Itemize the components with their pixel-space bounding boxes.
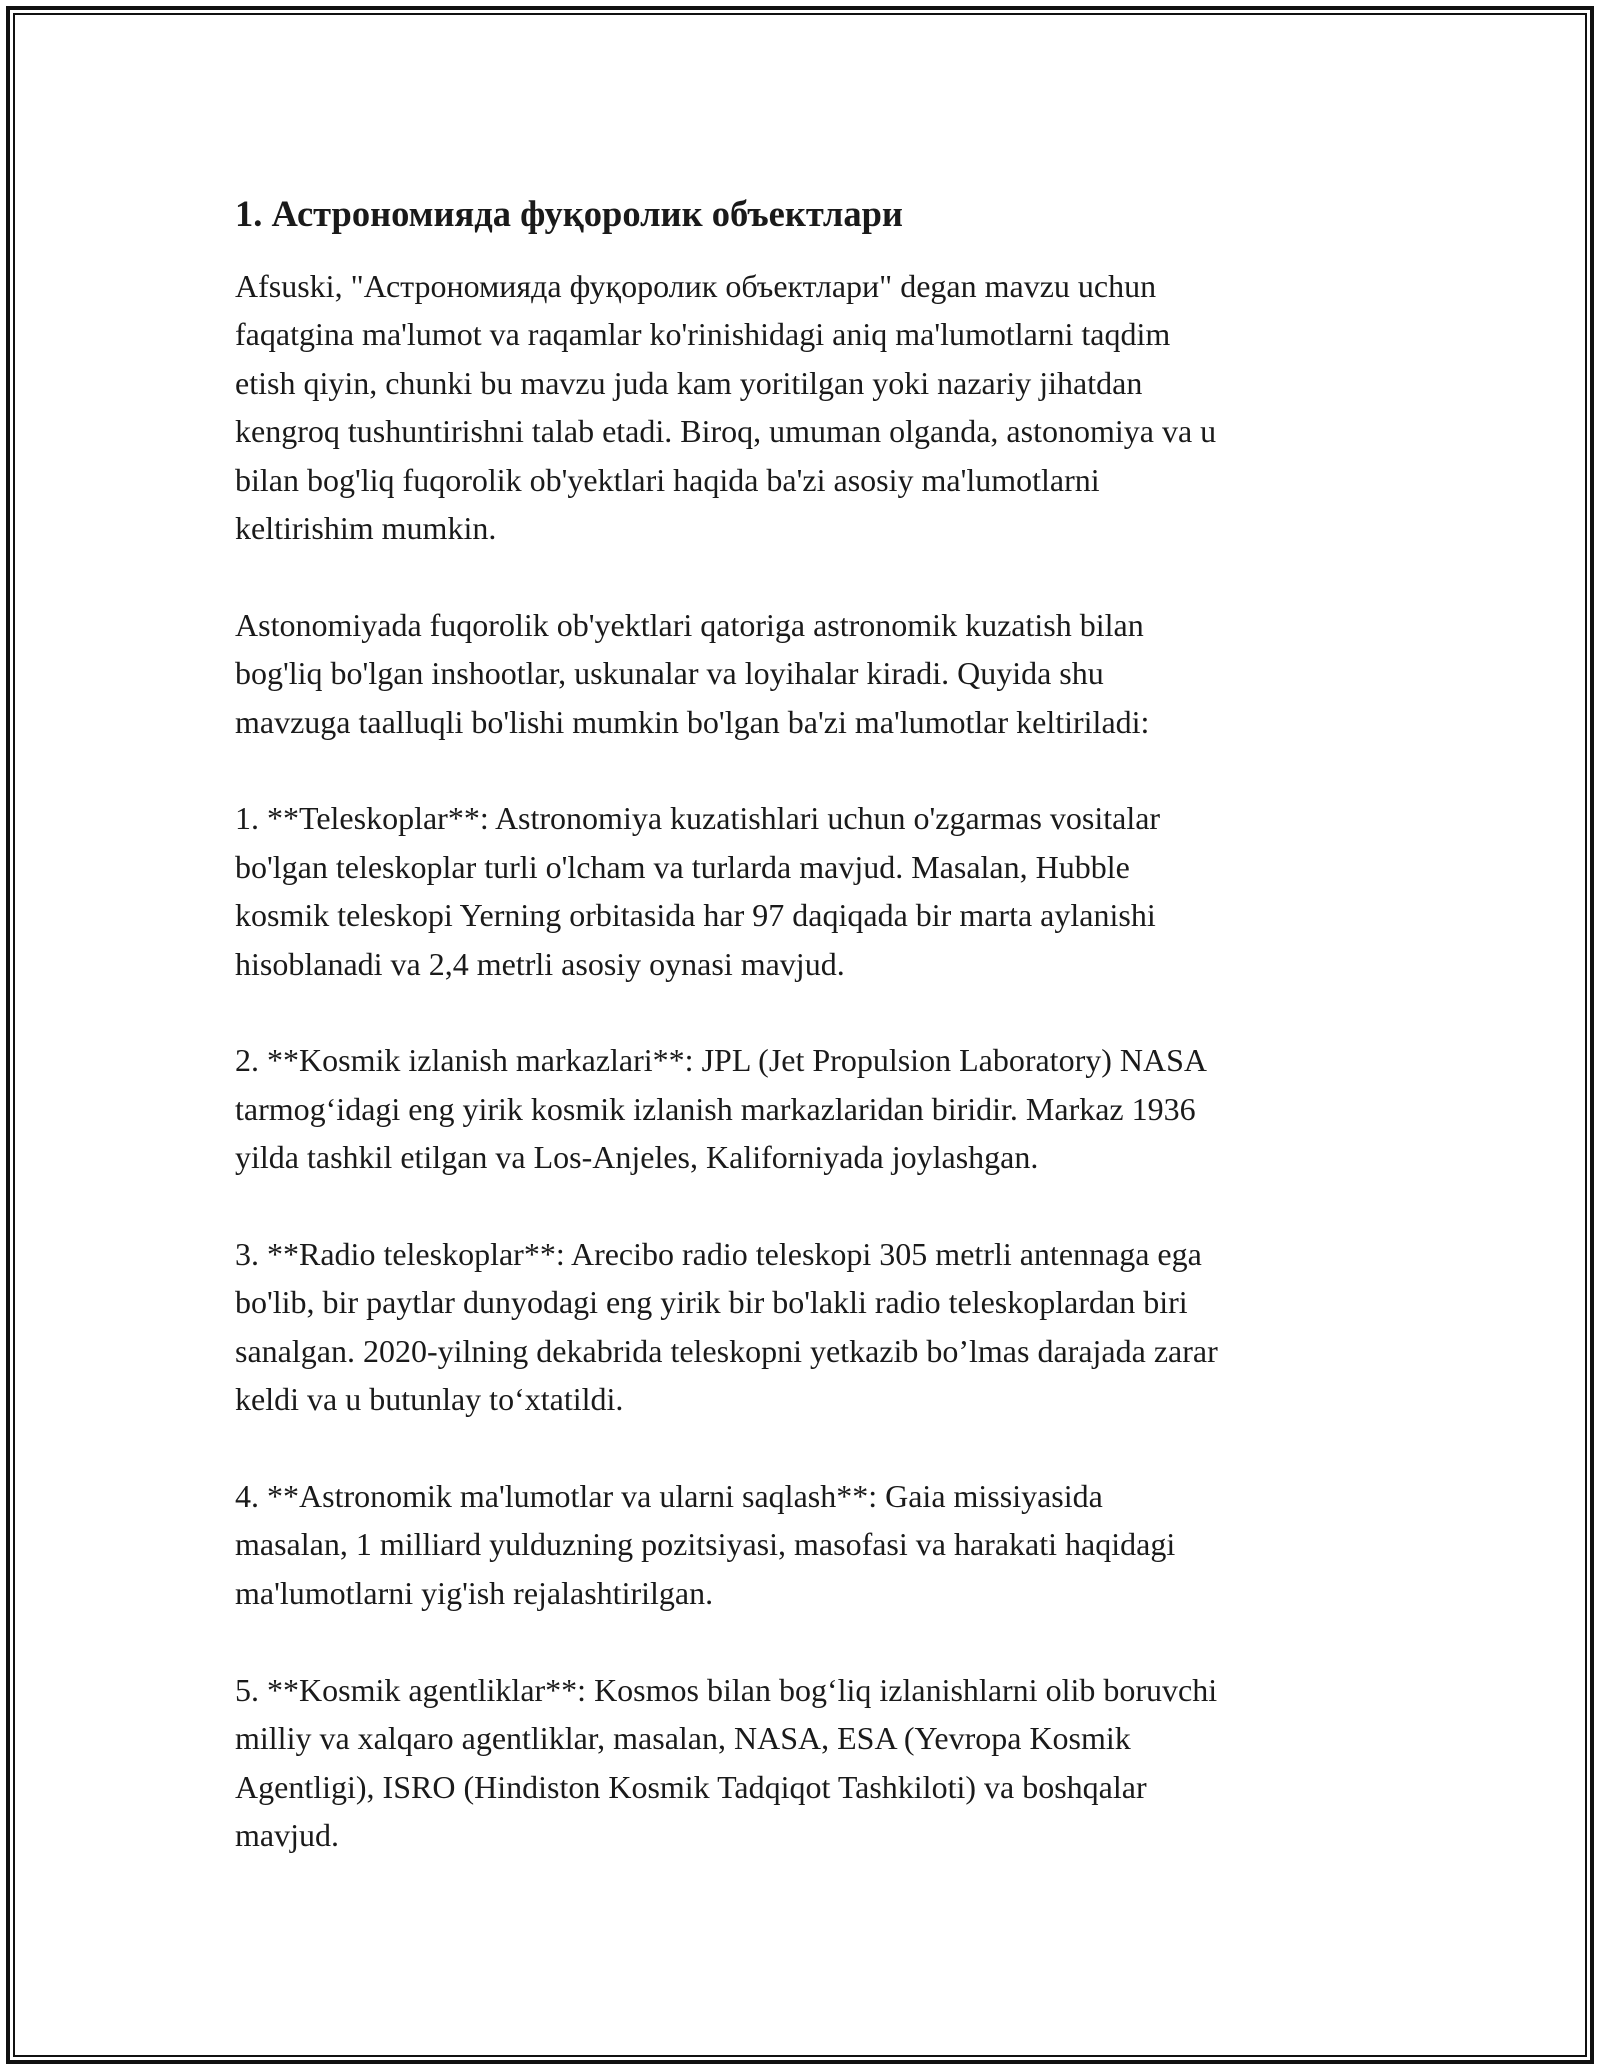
list-item-astronomical-data: 4. **Astronomik ma'lumotlar va ularni saqlash**: Gaia missiyasida masalan, 1 milliard yulduzning pozitsiyasi, masofasi va harakati haqidagi ma'lumotlarni yig'ish rejalashtirilgan. <box>235 1478 1176 1611</box>
list-item-radio-telescopes: 3. **Radio teleskoplar**: Arecibo radio teleskopi 305 metrli antennaga ega bo'lib, bir paytlar dunyodagi eng yirik bir bo'lakli radio teleskoplardan biri sanalgan. 2020-yilning dekabrida teleskopni yetkazib bo’lmas darajada zarar keldi va u butunlay to‘xtatildi. <box>235 1236 1218 1418</box>
list-item-research-centers: 2. **Kosmik izlanish markazlari**: JPL (Jet Propulsion Laboratory) NASA tarmog‘idagi eng yirik kosmik izlanish markazlaridan biridir. Markaz 1936 yilda tashkil etilgan va Los-Anjeles, Kaliforniyada joylashgan. <box>235 1042 1207 1176</box>
context-paragraph: Astonomiyada fuqorolik ob'yektlari qatoriga astronomik kuzatish bilan bog'liq bo'lgan inshootlar, uskunalar va loyihalar kiradi. Quyida shu mavzuga taalluqli bo'lishi mumkin bo'lgan ba'zi ma'lumotlar keltiriladi: <box>235 606 1150 740</box>
document-body <box>235 188 1375 1859</box>
intro-paragraph: Afsuski, "Астрономияда фуқоролик объектлари" degan mavzu uchun faqatgina ma'lumot va raqamlar ko'rinishidagi aniq ma'lumotlarni taqdim etish qiyin, chunki bu mavzu juda kam yoritilgan yoki nazariy jihatdan kengroq tushuntirishni talab etadi. Biroq, umuman olganda, astonomiya va u bilan bog'liq fuqorolik ob'yektlari haqida ba'zi asosiy ma'lumotlarni keltirishim mumkin. <box>235 268 1217 547</box>
list-item-space-agencies: 5. **Kosmik agentliklar**: Kosmos bilan bog‘liq izlanishlarni olib boruvchi milliy va xalqaro agentliklar, masalan, NASA, ESA (Yevropa Kosmik Agentligi), ISRO (Hindiston Kosmik Tadqiqot Tashkiloti) va boshqalar mavjud. <box>235 1671 1218 1853</box>
document-title: 1. Астрономияда фуқоролик объектлари <box>235 193 903 234</box>
list-item-telescopes: 1. **Teleskoplar**: Astronomiya kuzatishlari uchun o'zgarmas vositalar bo'lgan teleskoplar turli o'lcham va turlarda mavjud. Masalan, Hubble kosmik teleskopi Yerning orbitasida har 97 daqiqada bir marta aylanishi hisoblanadi va 2,4 metrli asosiy oynasi mavjud. <box>235 800 1161 982</box>
